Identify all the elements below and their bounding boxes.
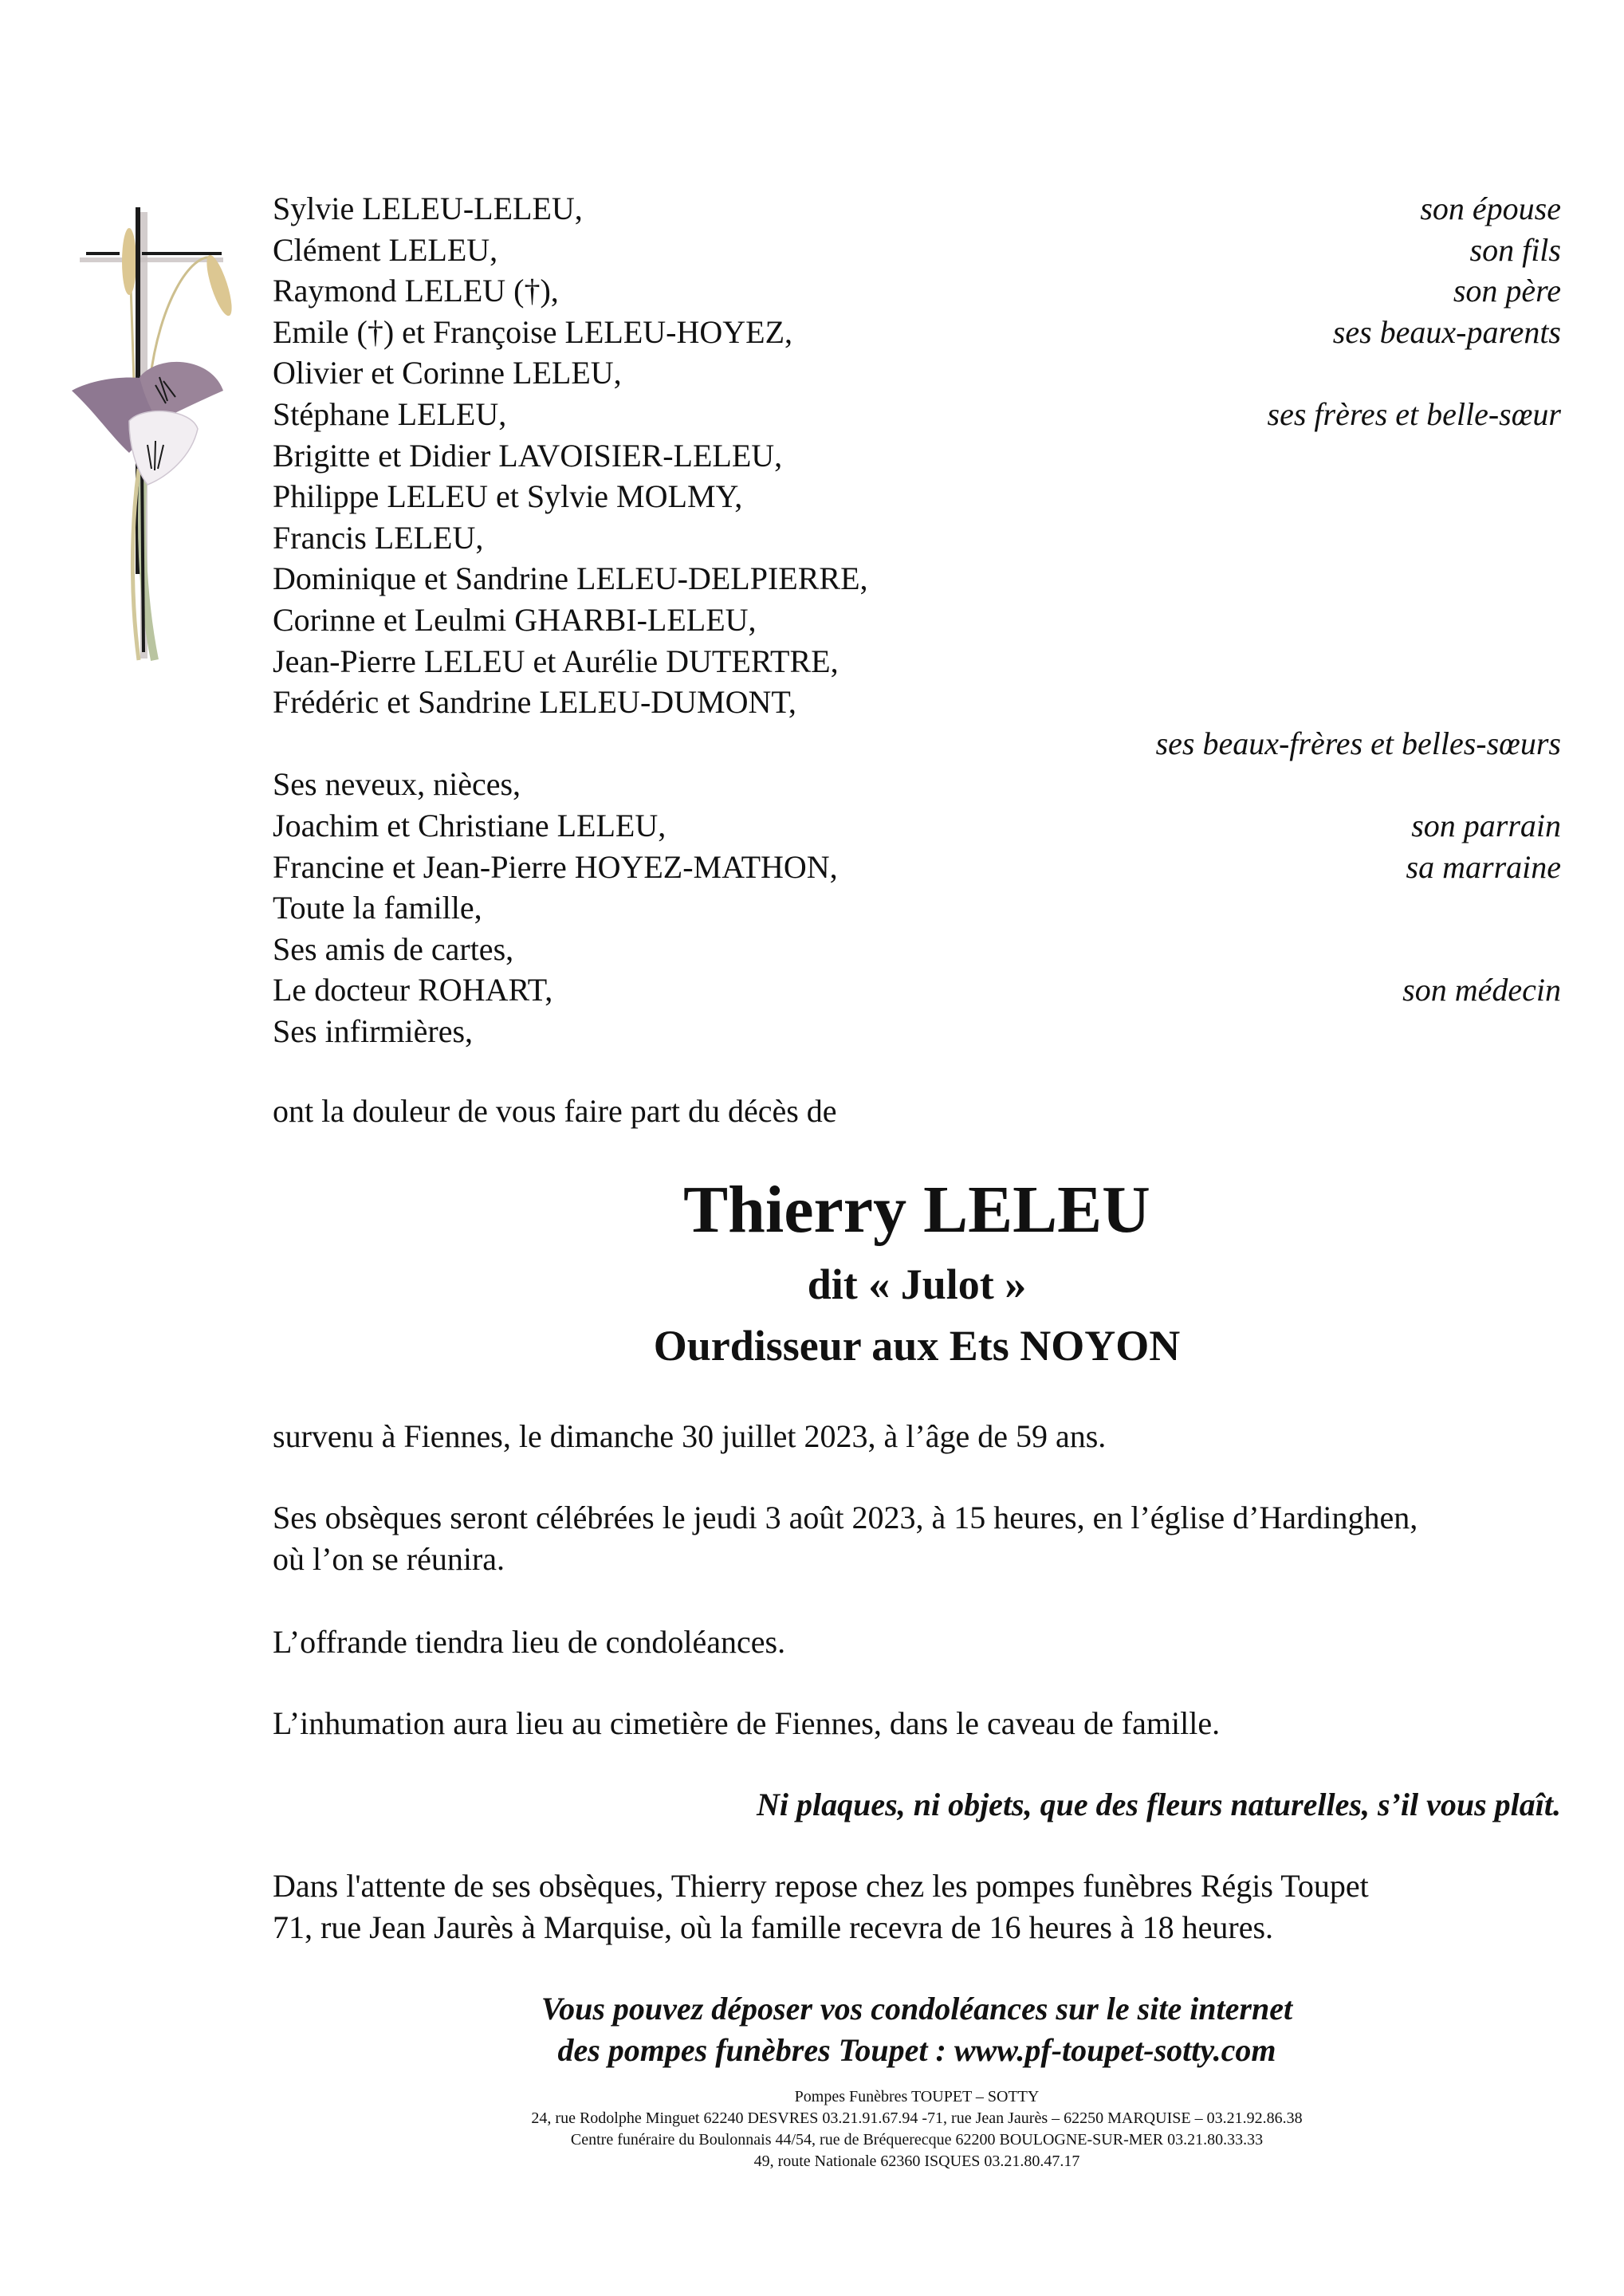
funeral-home-footer	[273, 2086, 1561, 2172]
family-relation: son fils	[1469, 231, 1561, 268]
family-member-name: Brigitte et Didier LAVOISIER-LELEU,	[273, 437, 783, 474]
family-relation: son père	[1453, 273, 1561, 309]
funeral-details-line: où l’on se réunira.	[273, 1541, 505, 1577]
family-member-name: Raymond LELEU (†),	[273, 273, 559, 309]
family-row	[273, 312, 1561, 353]
family-member-name: Corinne et Leulmi GHARBI-LELEU,	[273, 601, 757, 638]
family-row	[273, 847, 1561, 888]
family-member-name: Ses neveux, nièces,	[273, 766, 521, 803]
family-row	[273, 641, 1561, 682]
visitation-details	[273, 1866, 1561, 1948]
family-row	[273, 352, 1561, 394]
family-relation: ses frères et belle-sœur	[1267, 395, 1561, 432]
family-row	[273, 188, 1561, 230]
family-row	[273, 969, 1561, 1011]
family-member-name: Francine et Jean-Pierre HOYEZ-MATHON,	[273, 848, 838, 885]
cross-left-arm	[86, 252, 120, 255]
burial-details	[273, 1703, 1561, 1744]
family-member-name: Ses amis de cartes,	[273, 930, 514, 967]
cross-lower	[142, 461, 144, 652]
family-member-name: Olivier et Corinne LELEU,	[273, 355, 622, 391]
wheat-ear-left	[122, 228, 136, 295]
family-row	[273, 764, 1561, 805]
family-member-name: Philippe LELEU et Sylvie MOLMY,	[273, 478, 743, 515]
flowers-note	[273, 1784, 1561, 1826]
cross-lily-icon	[56, 182, 247, 700]
family-row	[273, 929, 1561, 970]
family-row	[273, 682, 1561, 723]
family-relation: ses beaux-parents	[1332, 313, 1561, 350]
family-relation: ses beaux-frères et belles-sœurs	[1155, 725, 1561, 761]
family-member-name: Le docteur ROHART,	[273, 972, 553, 1008]
deceased-nickname: dit « Julot »	[807, 1260, 1027, 1308]
funeral-details	[273, 1497, 1561, 1580]
family-member-name: Emile (†) et Françoise LELEU-HOYEZ,	[273, 313, 793, 350]
flowers-note-text: Ni plaques, ni objets, que des fleurs naturelles, s’il vous plaît.	[757, 1787, 1561, 1822]
family-member-name: Dominique et Sandrine LELEU-DELPIERRE,	[273, 560, 868, 597]
wheat-ear-right	[202, 253, 237, 318]
family-row	[273, 723, 1561, 765]
deceased-occupation: Ourdisseur aux Ets NOYON	[653, 1322, 1181, 1370]
family-member-name: Toute la famille,	[273, 890, 482, 926]
family-row	[273, 230, 1561, 271]
family-member-name: Clément LELEU,	[273, 231, 498, 268]
offering-note-text: L’offrande tiendra lieu de condoléances.	[273, 1624, 786, 1660]
family-row	[273, 435, 1561, 477]
cross-right-arm	[142, 252, 222, 255]
family-row	[273, 1011, 1561, 1052]
offering-note	[273, 1622, 1561, 1663]
family-row	[273, 805, 1561, 847]
family-row	[273, 270, 1561, 312]
funeral-home-address: Centre funéraire du Boulonnais 44/54, rue de Bréquerecque 62200 BOULOGNE-SUR-MER 03.21.80.33.33	[570, 2131, 1264, 2149]
funeral-home-address: 49, route Nationale 62360 ISQUES 03.21.80.47.17	[753, 2152, 1080, 2170]
family-member-name: Joachim et Christiane LELEU,	[273, 807, 667, 843]
family-list	[273, 188, 1561, 1052]
family-row	[273, 476, 1561, 517]
visitation-details-line: 71, rue Jean Jaurès à Marquise, où la famille recevra de 16 heures à 18 heures.	[273, 1909, 1274, 1945]
family-member-name: Frédéric et Sandrine LELEU-DUMONT,	[273, 684, 796, 721]
family-row	[273, 394, 1561, 435]
condolences-note	[273, 1988, 1561, 2071]
condolences-line: des pompes funèbres Toupet : www.pf-toupet-sotty.com	[557, 2032, 1276, 2068]
condolences-line: Vous pouvez déposer vos condoléances sur le site internet	[541, 1991, 1293, 2027]
death-details	[273, 1416, 1561, 1457]
family-row	[273, 600, 1561, 641]
family-member-name: Sylvie LELEU-LELEU,	[273, 191, 583, 226]
family-member-name: Ses infirmières,	[273, 1012, 474, 1049]
family-member-name: Francis LELEU,	[273, 519, 484, 556]
burial-details-text: L’inhumation aura lieu au cimetière de Fiennes, dans le caveau de famille.	[273, 1705, 1221, 1741]
death-details-text: survenu à Fiennes, le dimanche 30 juillet 2023, à l’âge de 59 ans.	[273, 1418, 1107, 1454]
funeral-home-name: Pompes Funèbres TOUPET – SOTTY	[794, 2088, 1040, 2105]
family-row	[273, 517, 1561, 559]
funeral-details-line: Ses obsèques seront célébrées le jeudi 3 août 2023, à 15 heures, en l’église d’Hardinghen,	[273, 1500, 1418, 1535]
deceased-name: Thierry LELEU	[683, 1173, 1150, 1247]
family-relation: sa marraine	[1406, 848, 1561, 885]
family-relation: son épouse	[1420, 191, 1561, 226]
family-relation: son médecin	[1402, 972, 1561, 1008]
family-row	[273, 887, 1561, 929]
family-member-name: Jean-Pierre LELEU et Aurélie DUTERTRE,	[273, 643, 839, 679]
family-relation: son parrain	[1411, 807, 1561, 843]
funeral-home-address: 24, rue Rodolphe Minguet 62240 DESVRES 03.21.91.67.94 -71, rue Jean Jaurès – 62250 MARQUISE – 03.21.92.86.38	[531, 2109, 1303, 2127]
announcement-text: ont la douleur de vous faire part du décès de	[273, 1093, 837, 1129]
visitation-details-line: Dans l'attente de ses obsèques, Thierry repose chez les pompes funèbres Régis Toupet	[273, 1868, 1369, 1904]
family-member-name: Stéphane LELEU,	[273, 395, 507, 432]
family-row	[273, 558, 1561, 600]
